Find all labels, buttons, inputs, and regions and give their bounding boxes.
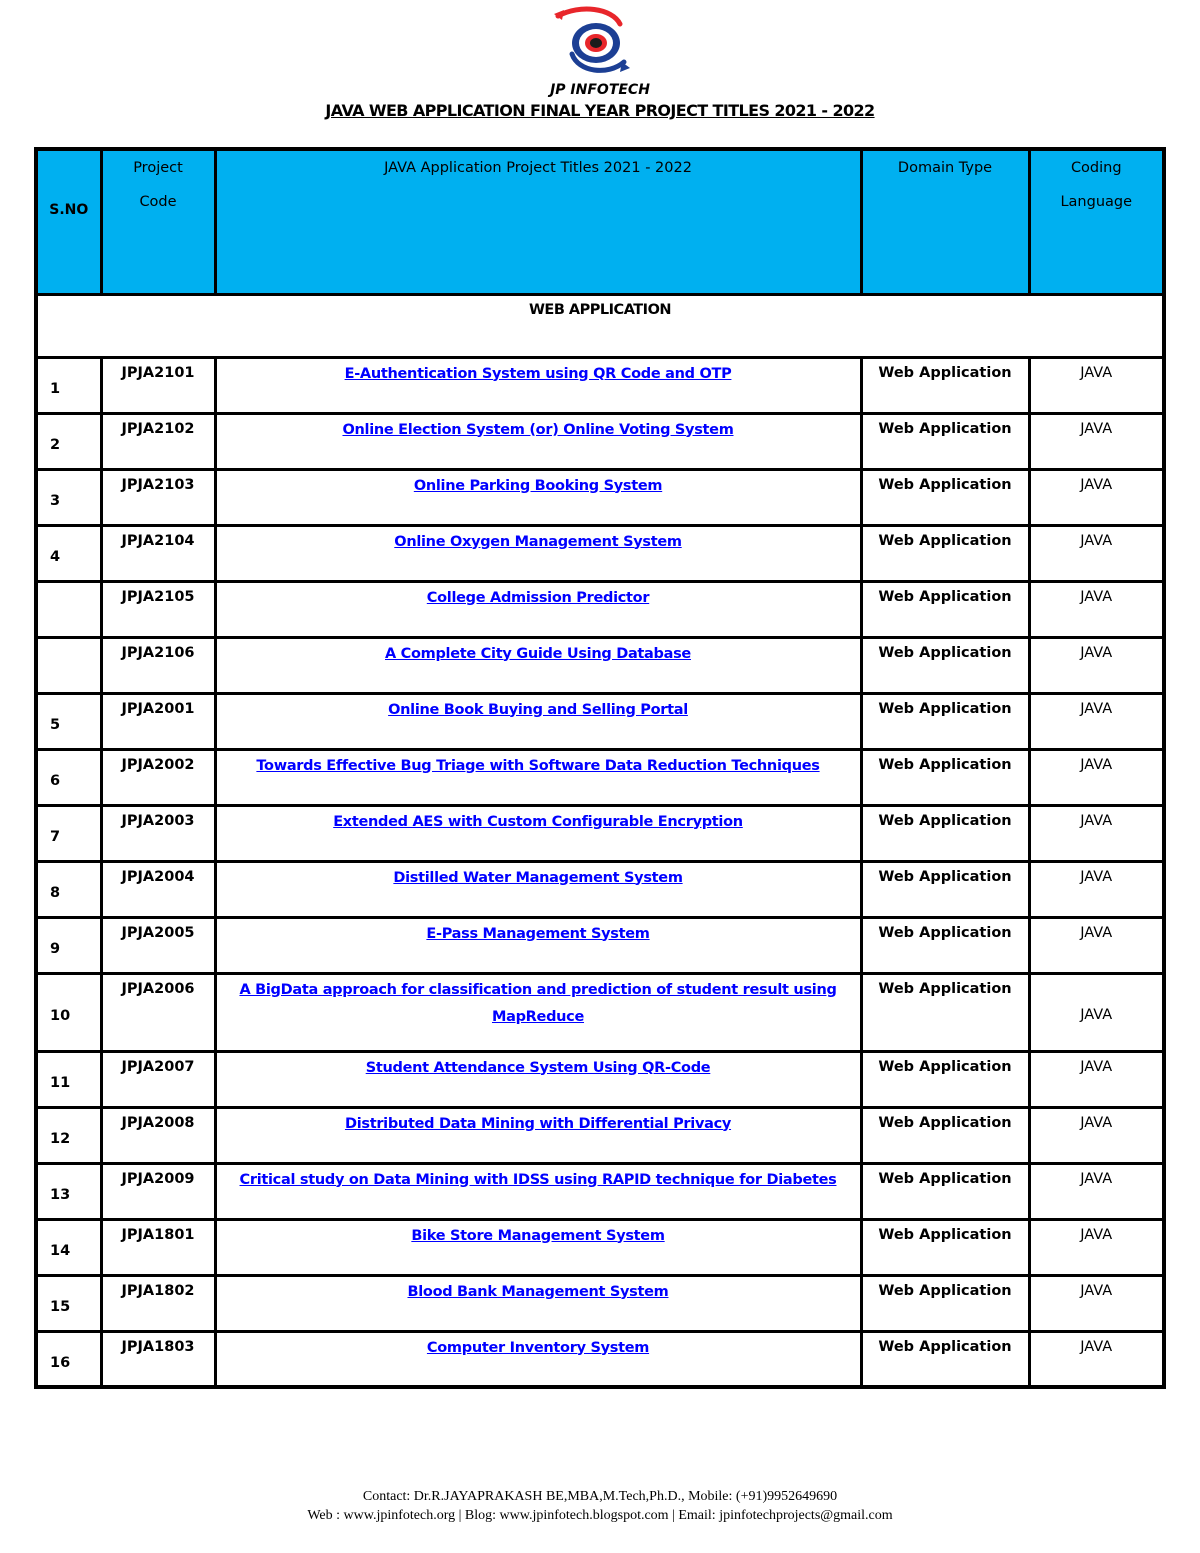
row-domain: Web Application bbox=[861, 357, 1029, 413]
row-project-code: JPJA2009 bbox=[101, 1163, 215, 1219]
row-sno: 8 bbox=[36, 861, 101, 917]
row-language: JAVA bbox=[1029, 581, 1164, 637]
project-title-link[interactable]: Online Parking Booking System bbox=[413, 477, 663, 494]
row-title-cell bbox=[215, 1275, 861, 1331]
project-title-link[interactable]: Distilled Water Management System bbox=[393, 869, 683, 886]
table-row bbox=[36, 469, 1164, 525]
row-sno: 12 bbox=[36, 1107, 101, 1163]
row-project-code: JPJA2002 bbox=[101, 749, 215, 805]
row-sno: 13 bbox=[36, 1163, 101, 1219]
row-title-cell bbox=[215, 1051, 861, 1107]
row-language: JAVA bbox=[1029, 861, 1164, 917]
row-sno: 11 bbox=[36, 1051, 101, 1107]
row-sno: 10 bbox=[36, 973, 101, 1051]
column-header-code-line2: Code bbox=[139, 194, 177, 210]
section-row bbox=[36, 294, 1164, 357]
table-row bbox=[36, 861, 1164, 917]
row-title-cell bbox=[215, 917, 861, 973]
column-header-language bbox=[1029, 149, 1164, 294]
table-row bbox=[36, 357, 1164, 413]
logo-swirl-icon bbox=[550, 6, 640, 84]
row-sno: 4 bbox=[36, 525, 101, 581]
project-title-link[interactable]: Towards Effective Bug Triage with Software Data Reduction Techniques bbox=[256, 757, 820, 774]
project-title-link[interactable]: A BigData approach for classification and prediction of student result using MapReduce bbox=[239, 981, 837, 1025]
row-language: JAVA bbox=[1029, 917, 1164, 973]
row-language: JAVA bbox=[1029, 1107, 1164, 1163]
section-heading: WEB APPLICATION bbox=[36, 294, 1164, 357]
row-sno: 2 bbox=[36, 413, 101, 469]
column-header-domain: Domain Type bbox=[861, 149, 1029, 294]
row-project-code: JPJA1802 bbox=[101, 1275, 215, 1331]
table-row bbox=[36, 1051, 1164, 1107]
row-domain: Web Application bbox=[861, 637, 1029, 693]
row-project-code: JPJA2103 bbox=[101, 469, 215, 525]
row-title-cell bbox=[215, 749, 861, 805]
project-title-link[interactable]: Extended AES with Custom Configurable Encryption bbox=[333, 813, 743, 830]
row-title-cell bbox=[215, 357, 861, 413]
row-language: JAVA bbox=[1029, 1331, 1164, 1387]
footer-links: Web : www.jpinfotech.org | Blog: www.jpinfotech.blogspot.com | Email: jpinfotechprojects@gmail.com bbox=[307, 1508, 893, 1523]
row-language: JAVA bbox=[1029, 357, 1164, 413]
column-header-title: JAVA Application Project Titles 2021 - 2022 bbox=[215, 149, 861, 294]
row-sno: 16 bbox=[36, 1331, 101, 1387]
row-language: JAVA bbox=[1029, 469, 1164, 525]
row-domain: Web Application bbox=[861, 1107, 1029, 1163]
row-title-cell bbox=[215, 693, 861, 749]
footer-contact: Contact: Dr.R.JAYAPRAKASH BE,MBA,M.Tech,Ph.D., Mobile: (+91)9952649690 bbox=[362, 1489, 838, 1504]
row-title-cell bbox=[215, 413, 861, 469]
row-title-cell bbox=[215, 1219, 861, 1275]
row-language: JAVA bbox=[1029, 693, 1164, 749]
row-title-cell bbox=[215, 1163, 861, 1219]
row-project-code: JPJA2105 bbox=[101, 581, 215, 637]
row-sno: 3 bbox=[36, 469, 101, 525]
table-row bbox=[36, 805, 1164, 861]
row-project-code: JPJA2102 bbox=[101, 413, 215, 469]
row-sno: 9 bbox=[36, 917, 101, 973]
row-project-code: JPJA2007 bbox=[101, 1051, 215, 1107]
column-header-sno: S.NO bbox=[36, 149, 101, 294]
project-title-link[interactable]: Computer Inventory System bbox=[426, 1339, 650, 1356]
table-row bbox=[36, 749, 1164, 805]
row-domain: Web Application bbox=[861, 1331, 1029, 1387]
table-row bbox=[36, 1331, 1164, 1387]
table-row bbox=[36, 917, 1164, 973]
row-project-code: JPJA2101 bbox=[101, 357, 215, 413]
project-title-link[interactable]: A Complete City Guide Using Database bbox=[385, 645, 691, 662]
project-title-link[interactable]: Student Attendance System Using QR-Code bbox=[365, 1059, 711, 1076]
row-project-code: JPJA2005 bbox=[101, 917, 215, 973]
row-language: JAVA bbox=[1029, 805, 1164, 861]
company-logo bbox=[550, 6, 640, 84]
row-language: JAVA bbox=[1029, 637, 1164, 693]
row-project-code: JPJA2008 bbox=[101, 1107, 215, 1163]
row-sno bbox=[36, 637, 101, 693]
row-sno bbox=[36, 581, 101, 637]
table-row bbox=[36, 413, 1164, 469]
row-project-code: JPJA2006 bbox=[101, 973, 215, 1051]
row-project-code: JPJA2104 bbox=[101, 525, 215, 581]
row-domain: Web Application bbox=[861, 1051, 1029, 1107]
row-language: JAVA bbox=[1029, 1163, 1164, 1219]
row-domain: Web Application bbox=[861, 581, 1029, 637]
row-title-cell bbox=[215, 469, 861, 525]
row-domain: Web Application bbox=[861, 1163, 1029, 1219]
project-title-link[interactable]: E-Authentication System using QR Code and OTP bbox=[344, 365, 732, 382]
page-title: JAVA WEB APPLICATION FINAL YEAR PROJECT TITLES 2021 - 2022 bbox=[325, 101, 875, 120]
project-title-link[interactable]: Blood Bank Management System bbox=[407, 1283, 669, 1300]
table-row bbox=[36, 581, 1164, 637]
row-project-code: JPJA2004 bbox=[101, 861, 215, 917]
project-title-link[interactable]: E-Pass Management System bbox=[426, 925, 650, 942]
row-domain: Web Application bbox=[861, 1275, 1029, 1331]
row-language: JAVA bbox=[1029, 973, 1164, 1051]
project-title-link[interactable]: Critical study on Data Mining with IDSS using RAPID technique for Diabetes bbox=[239, 1171, 837, 1188]
row-language: JAVA bbox=[1029, 1219, 1164, 1275]
project-title-link[interactable]: Online Book Buying and Selling Portal bbox=[388, 701, 688, 718]
row-title-cell bbox=[215, 805, 861, 861]
row-title-cell bbox=[215, 1331, 861, 1387]
project-title-link[interactable]: Distributed Data Mining with Differential Privacy bbox=[344, 1115, 732, 1132]
project-title-link[interactable]: Online Election System (or) Online Voting System bbox=[342, 421, 734, 438]
row-sno: 14 bbox=[36, 1219, 101, 1275]
row-title-cell bbox=[215, 525, 861, 581]
row-domain: Web Application bbox=[861, 973, 1029, 1051]
row-language: JAVA bbox=[1029, 413, 1164, 469]
row-title-cell bbox=[215, 1107, 861, 1163]
row-sno: 6 bbox=[36, 749, 101, 805]
row-title-cell bbox=[215, 637, 861, 693]
row-domain: Web Application bbox=[861, 917, 1029, 973]
row-project-code: JPJA1801 bbox=[101, 1219, 215, 1275]
project-titles-table bbox=[34, 147, 1166, 1389]
row-project-code: JPJA1803 bbox=[101, 1331, 215, 1387]
row-project-code: JPJA2001 bbox=[101, 693, 215, 749]
row-domain: Web Application bbox=[861, 413, 1029, 469]
row-sno: 1 bbox=[36, 357, 101, 413]
project-title-link[interactable]: College Admission Predictor bbox=[426, 589, 650, 606]
row-domain: Web Application bbox=[861, 525, 1029, 581]
row-language: JAVA bbox=[1029, 525, 1164, 581]
row-domain: Web Application bbox=[861, 749, 1029, 805]
table-row bbox=[36, 637, 1164, 693]
row-domain: Web Application bbox=[861, 1219, 1029, 1275]
table-row bbox=[36, 1275, 1164, 1331]
table-row bbox=[36, 1163, 1164, 1219]
table-row bbox=[36, 525, 1164, 581]
company-name: JP INFOTECH bbox=[550, 82, 650, 98]
table-row bbox=[36, 1219, 1164, 1275]
project-title-link[interactable]: Online Oxygen Management System bbox=[394, 533, 682, 550]
row-sno: 5 bbox=[36, 693, 101, 749]
table-row bbox=[36, 693, 1164, 749]
row-project-code: JPJA2106 bbox=[101, 637, 215, 693]
project-title-link[interactable]: Bike Store Management System bbox=[411, 1227, 665, 1244]
row-title-cell bbox=[215, 861, 861, 917]
column-header-code-line1: Project bbox=[133, 160, 183, 176]
table-row bbox=[36, 973, 1164, 1051]
column-header-lang-line1: Coding bbox=[1070, 160, 1122, 176]
row-language: JAVA bbox=[1029, 1051, 1164, 1107]
row-language: JAVA bbox=[1029, 749, 1164, 805]
column-header-project-code bbox=[101, 149, 215, 294]
row-domain: Web Application bbox=[861, 469, 1029, 525]
row-project-code: JPJA2003 bbox=[101, 805, 215, 861]
row-title-cell bbox=[215, 581, 861, 637]
table-row bbox=[36, 1107, 1164, 1163]
row-title-cell bbox=[215, 973, 861, 1051]
table-header-row bbox=[36, 149, 1164, 294]
column-header-lang-line2: Language bbox=[1060, 194, 1133, 210]
row-sno: 15 bbox=[36, 1275, 101, 1331]
row-language: JAVA bbox=[1029, 1275, 1164, 1331]
row-domain: Web Application bbox=[861, 861, 1029, 917]
row-domain: Web Application bbox=[861, 693, 1029, 749]
row-sno: 7 bbox=[36, 805, 101, 861]
row-domain: Web Application bbox=[861, 805, 1029, 861]
